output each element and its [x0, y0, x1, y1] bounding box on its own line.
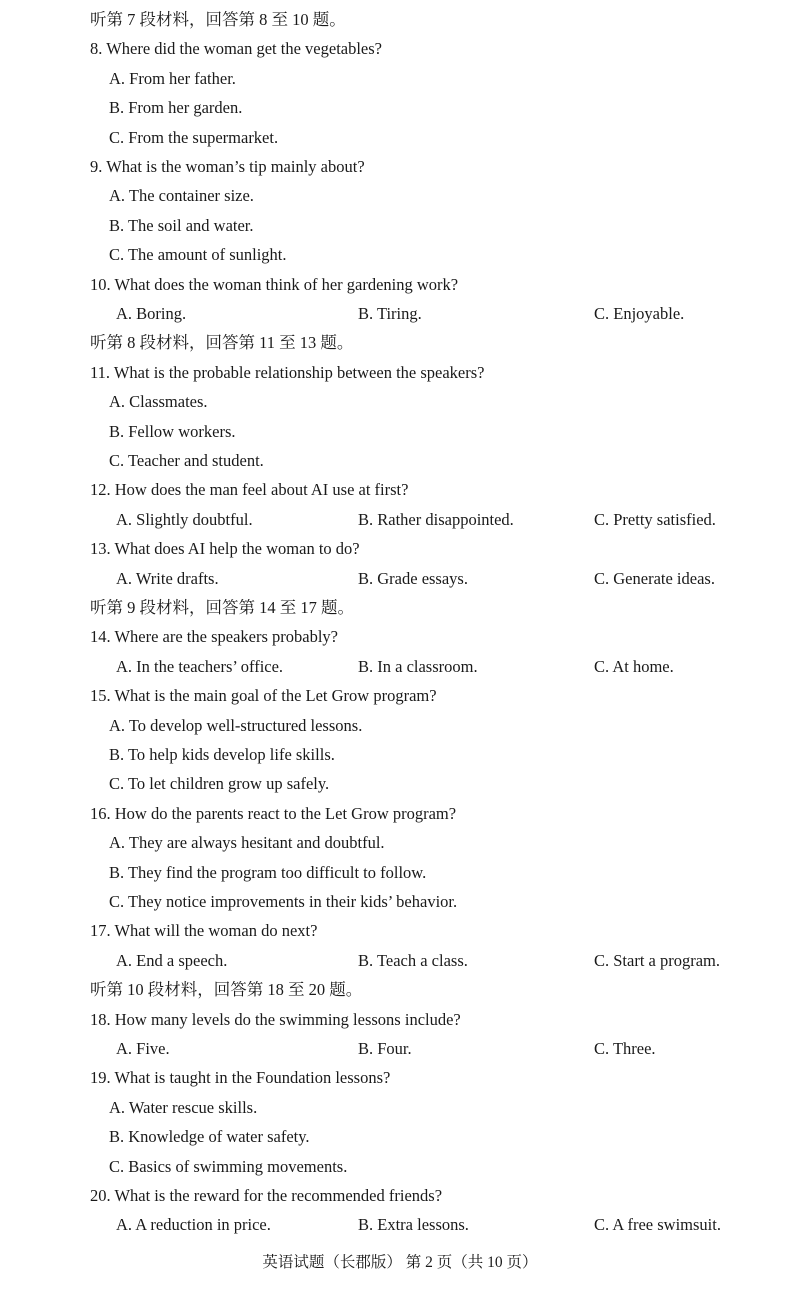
answer-option[interactable]: A. Write drafts. [116, 569, 219, 588]
option-row [0, 657, 800, 679]
answer-option[interactable]: C. Start a program. [594, 951, 721, 970]
option-row [0, 569, 800, 591]
answer-option[interactable]: C. Three. [594, 1039, 656, 1058]
question-stem: 9. What is the woman’s tip mainly about? [90, 157, 365, 176]
question-stem: 17. What will the woman do next? [90, 921, 318, 940]
answer-option[interactable]: C. At home. [594, 657, 674, 676]
answer-option[interactable]: C. Basics of swimming movements. [109, 1157, 348, 1176]
question-stem: 8. Where did the woman get the vegetables? [90, 39, 383, 58]
section-heading: 听第 9 段材料，回答第 14 至 17 题。 [90, 598, 354, 617]
question-stem: 12. How does the man feel about AI use at first? [90, 480, 409, 499]
question-stem: 14. Where are the speakers probably? [90, 627, 338, 646]
answer-option[interactable]: A. In the teachers’ office. [116, 657, 284, 676]
question-stem: 13. What does AI help the woman to do? [90, 539, 360, 558]
question-stem: 18. How many levels do the swimming lessons include? [90, 1010, 461, 1029]
question-stem: 20. What is the reward for the recommended friends? [90, 1186, 443, 1205]
option-row [0, 951, 800, 973]
question-stem: 10. What does the woman think of her gardening work? [90, 275, 459, 294]
answer-option[interactable]: A. To develop well-structured lessons. [109, 716, 363, 735]
question-stem: 11. What is the probable relationship between the speakers? [90, 363, 485, 382]
answer-option[interactable]: A. Five. [116, 1039, 170, 1058]
answer-option[interactable]: B. Rather disappointed. [358, 510, 514, 529]
answer-option[interactable]: C. Generate ideas. [594, 569, 715, 588]
answer-option[interactable]: A. The container size. [109, 186, 254, 205]
answer-option[interactable]: A. A reduction in price. [116, 1215, 271, 1234]
answer-option[interactable]: B. Four. [358, 1039, 412, 1058]
answer-option[interactable]: A. Water rescue skills. [109, 1098, 258, 1117]
answer-option[interactable]: B. Extra lessons. [358, 1215, 469, 1234]
answer-option[interactable]: C. Enjoyable. [594, 304, 685, 323]
page-footer: 英语试题（长郡版） 第 2 页（共 10 页） [262, 1254, 538, 1271]
answer-option[interactable]: A. From her father. [109, 69, 236, 88]
answer-option[interactable]: A. Boring. [116, 304, 187, 323]
answer-option[interactable]: C. From the supermarket. [109, 128, 279, 147]
answer-option[interactable]: C. They notice improvements in their kids’ behavior. [109, 892, 458, 911]
answer-option[interactable]: A. They are always hesitant and doubtful. [109, 833, 385, 852]
answer-option[interactable]: A. End a speech. [116, 951, 228, 970]
answer-option[interactable]: B. Knowledge of water safety. [109, 1127, 310, 1146]
option-row [0, 304, 800, 326]
question-stem: 19. What is taught in the Foundation lessons? [90, 1068, 391, 1087]
answer-option[interactable]: B. Fellow workers. [109, 422, 236, 441]
answer-option[interactable]: B. From her garden. [109, 98, 243, 117]
option-row [0, 510, 800, 532]
answer-option[interactable]: C. To let children grow up safely. [109, 774, 330, 793]
answer-option[interactable]: B. Teach a class. [358, 951, 468, 970]
answer-option[interactable]: B. To help kids develop life skills. [109, 745, 335, 764]
section-heading: 听第 7 段材料，回答第 8 至 10 题。 [90, 10, 346, 29]
answer-option[interactable]: B. Grade essays. [358, 569, 468, 588]
answer-option[interactable]: B. They find the program too difficult to follow. [109, 863, 427, 882]
option-row [0, 1215, 800, 1237]
answer-option[interactable]: A. Slightly doubtful. [116, 510, 253, 529]
answer-option[interactable]: B. The soil and water. [109, 216, 254, 235]
option-row [0, 1039, 800, 1061]
section-heading: 听第 8 段材料，回答第 11 至 13 题。 [90, 333, 354, 352]
answer-option[interactable]: C. Teacher and student. [109, 451, 264, 470]
question-stem: 15. What is the main goal of the Let Grow program? [90, 686, 437, 705]
answer-option[interactable]: C. A free swimsuit. [594, 1215, 721, 1234]
answer-option[interactable]: C. The amount of sunlight. [109, 245, 287, 264]
answer-option[interactable]: A. Classmates. [109, 392, 208, 411]
question-stem: 16. How do the parents react to the Let Grow program? [90, 804, 457, 823]
answer-option[interactable]: B. Tiring. [358, 304, 422, 323]
section-heading: 听第 10 段材料，回答第 18 至 20 题。 [90, 980, 363, 999]
answer-option[interactable]: B. In a classroom. [358, 657, 478, 676]
answer-option[interactable]: C. Pretty satisfied. [594, 510, 716, 529]
